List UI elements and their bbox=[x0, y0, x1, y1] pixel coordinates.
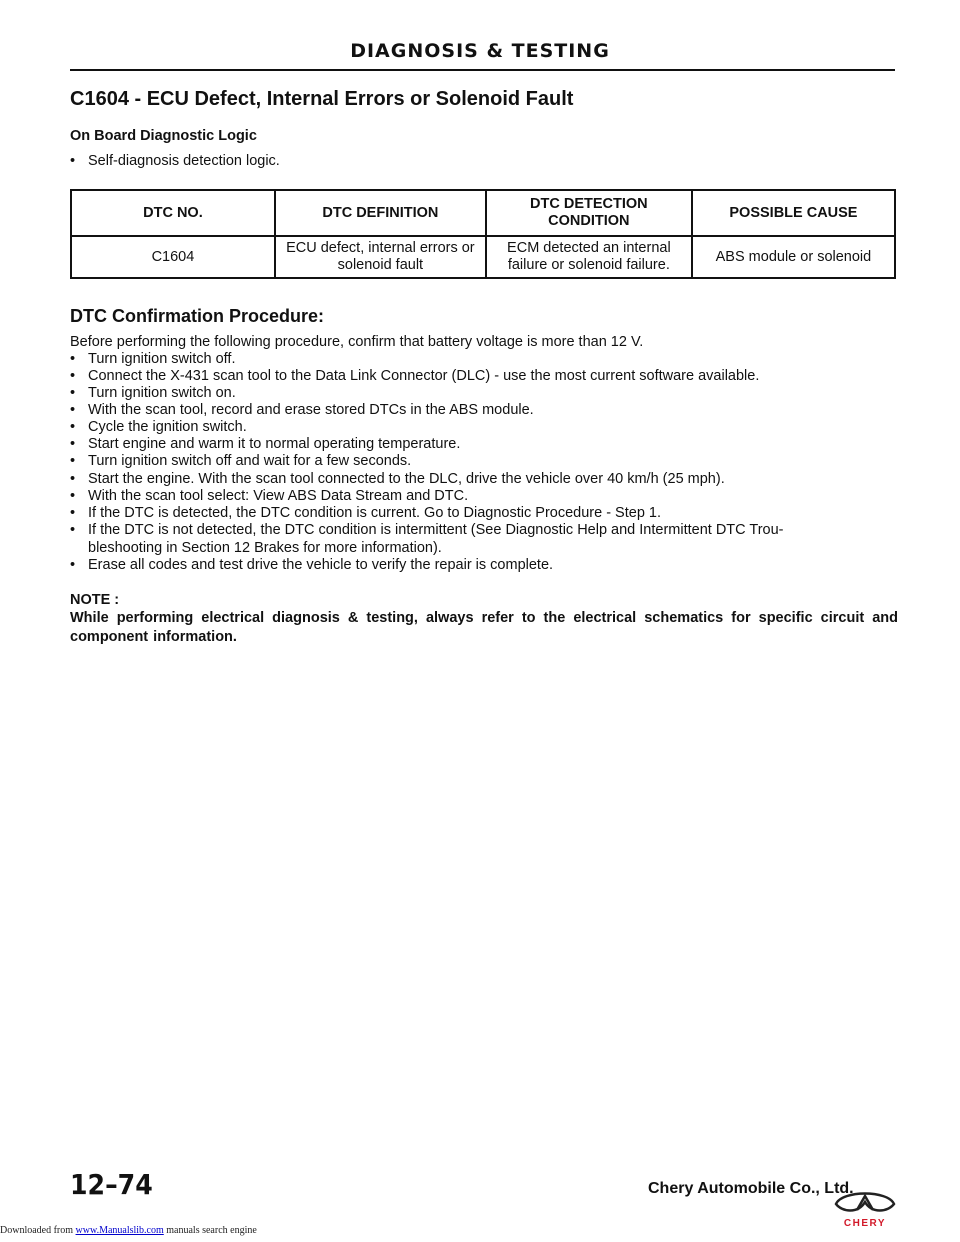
cell-detection-condition bbox=[486, 236, 692, 278]
list-item: • Turn ignition switch off. bbox=[70, 351, 236, 367]
list-item: • Connect the X-431 scan tool to the Data Link Connector (DLC) - use the most current software available. bbox=[70, 368, 760, 384]
company-name: Chery Automobile Co., Ltd. bbox=[648, 1180, 854, 1197]
bullet-icon: • bbox=[70, 419, 76, 435]
bullet-icon: • bbox=[70, 368, 76, 384]
list-item: • Erase all codes and test drive the vehicle to verify the repair is complete. bbox=[70, 557, 554, 573]
diagnostic-logic-heading: On Board Diagnostic Logic bbox=[70, 128, 257, 144]
list-item: • Start engine and warm it to normal operating temperature. bbox=[70, 436, 461, 452]
list-item: • Start the engine. With the scan tool connected to the DLC, drive the vehicle over 40 km/h (25 mph). bbox=[70, 471, 725, 487]
bullet-icon: • bbox=[70, 557, 76, 573]
bullet-icon: • bbox=[70, 453, 76, 469]
column-header-dtc-definition: DTC DEFINITION bbox=[275, 190, 486, 236]
list-item: • With the scan tool, record and erase stored DTCs in the ABS module. bbox=[70, 402, 534, 418]
bullet-icon: • bbox=[70, 402, 76, 418]
cell-dtc-no: C1604 bbox=[71, 236, 275, 278]
bullet-icon: • bbox=[70, 505, 76, 521]
note-label: NOTE : bbox=[70, 592, 120, 608]
cell-dtc-definition bbox=[275, 236, 486, 278]
header-divider bbox=[70, 69, 895, 71]
bullet-icon: • bbox=[70, 153, 76, 169]
dtc-table bbox=[70, 189, 896, 279]
section-title: C1604 - ECU Defect, Internal Errors or Solenoid Fault bbox=[70, 88, 574, 110]
detection-condition-header-text: DTC DETECTION CONDITION bbox=[530, 196, 648, 229]
table-row bbox=[71, 236, 895, 278]
dtc-table-header-row bbox=[71, 190, 895, 236]
column-header-detection-condition bbox=[486, 190, 692, 236]
list-item-continuation: bleshooting in Section 12 Brakes for more information). bbox=[88, 540, 442, 556]
bullet-text: Self-diagnosis detection logic. bbox=[88, 153, 280, 169]
list-item: • Turn ignition switch off and wait for a few seconds. bbox=[70, 453, 412, 469]
bullet-icon: • bbox=[70, 522, 76, 538]
condition-text: ECM detected an internal failure or solenoid failure. bbox=[507, 240, 671, 273]
bullet-icon: • bbox=[70, 351, 76, 367]
page-number: 12–74 bbox=[70, 1168, 153, 1201]
note-text: While performing electrical diagnosis & testing, always refer to the electrical schematics for specific circuit and component information. bbox=[70, 610, 898, 645]
definition-text: ECU defect, internal errors or solenoid fault bbox=[286, 240, 475, 273]
download-footer: Downloaded from www.Manualslib.com manuals search engine bbox=[0, 1225, 257, 1236]
list-item: • With the scan tool select: View ABS Data Stream and DTC. bbox=[70, 488, 469, 504]
list-item: • Cycle the ignition switch. bbox=[70, 419, 247, 435]
page-header-title: DIAGNOSIS & TESTING bbox=[350, 40, 610, 62]
list-item: • If the DTC is detected, the DTC condition is current. Go to Diagnostic Procedure - Step 1. bbox=[70, 505, 662, 521]
manualslib-link[interactable]: www.Manualslib.com bbox=[75, 1225, 164, 1236]
chery-logo-icon bbox=[832, 1188, 898, 1228]
bullet-icon: • bbox=[70, 488, 76, 504]
column-header-dtc-no: DTC NO. bbox=[71, 190, 275, 236]
diagnostic-logic-bullet bbox=[70, 153, 280, 169]
confirmation-intro: Before performing the following procedure, confirm that battery voltage is more than 12 V. bbox=[70, 334, 644, 350]
bullet-icon: • bbox=[70, 471, 76, 487]
bullet-icon: • bbox=[70, 436, 76, 452]
list-item: • Turn ignition switch on. bbox=[70, 385, 236, 401]
cell-possible-cause: ABS module or solenoid bbox=[692, 236, 895, 278]
list-item: • If the DTC is not detected, the DTC condition is intermittent (See Diagnostic Help and Intermittent DTC Trou- bbox=[70, 522, 784, 538]
bullet-icon: • bbox=[70, 385, 76, 401]
column-header-possible-cause: POSSIBLE CAUSE bbox=[692, 190, 895, 236]
confirmation-heading: DTC Confirmation Procedure: bbox=[70, 306, 325, 326]
logo-wordmark: CHERY bbox=[843, 1218, 887, 1228]
